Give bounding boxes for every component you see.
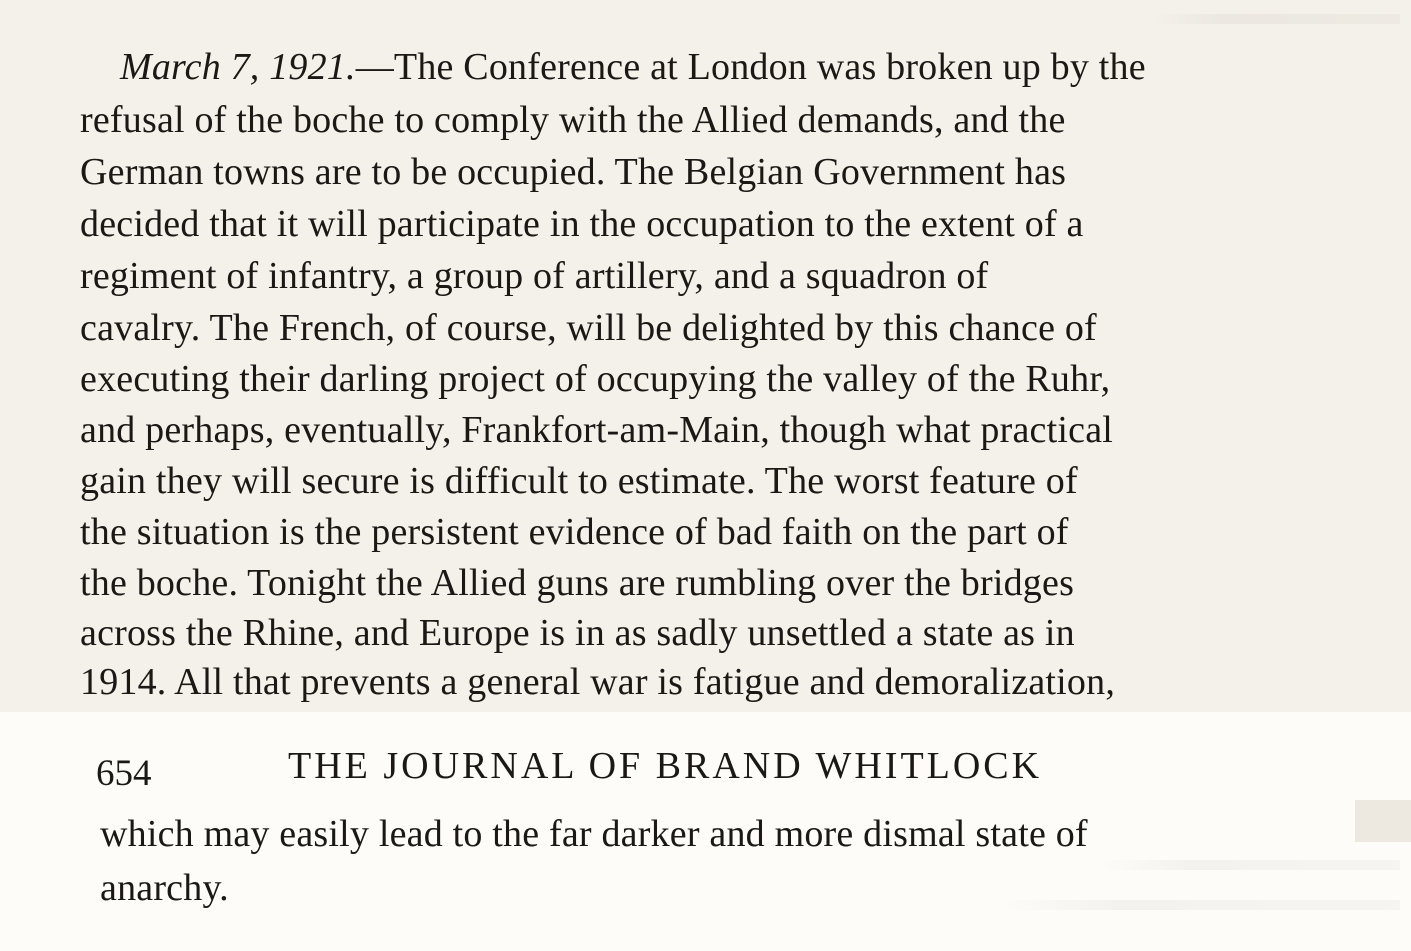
paragraph-line-1 xyxy=(120,45,1146,89)
paragraph-line: cavalry. The French, of course, will be delighted by this chance of xyxy=(80,307,1097,349)
paragraph-line: which may easily lead to the far darker and more dismal state of xyxy=(100,813,1088,855)
paragraph-line: the boche. Tonight the Allied guns are rumbling over the bridges xyxy=(80,562,1075,604)
paragraph-line-1-text: —The Conference at London was broken up by the xyxy=(355,46,1146,88)
bleed-through-text xyxy=(1150,14,1400,24)
paragraph-line: across the Rhine, and Europe is in as sadly unsettled a state as in xyxy=(80,612,1075,654)
paragraph-line: executing their darling project of occupying the valley of the Ruhr, xyxy=(80,358,1111,400)
paragraph-line: and perhaps, eventually, Frankfort-am-Main, though what practical xyxy=(80,409,1114,451)
paragraph-line: regiment of infantry, a group of artillery, and a squadron of xyxy=(80,255,989,297)
paragraph-line: 1914. All that prevents a general war is fatigue and demoralization, xyxy=(80,661,1116,703)
scan-shadow xyxy=(1355,800,1411,842)
paragraph-line: anarchy. xyxy=(100,867,229,909)
paragraph-line: German towns are to be occupied. The Belgian Government has xyxy=(80,151,1067,193)
bleed-through-text xyxy=(1000,900,1400,910)
paragraph-line: decided that it will participate in the occupation to the extent of a xyxy=(80,203,1084,245)
paragraph-line: refusal of the boche to comply with the Allied demands, and the xyxy=(80,99,1066,141)
paragraph-line: the situation is the persistent evidence of bad faith on the part of xyxy=(80,511,1069,553)
entry-dateline: March 7, 1921. xyxy=(120,46,356,88)
paragraph-line: gain they will secure is difficult to estimate. The worst feature of xyxy=(80,460,1078,502)
bleed-through-text xyxy=(1100,860,1400,870)
running-head: THE JOURNAL OF BRAND WHITLOCK xyxy=(288,745,1043,787)
page-number: 654 xyxy=(96,753,152,794)
